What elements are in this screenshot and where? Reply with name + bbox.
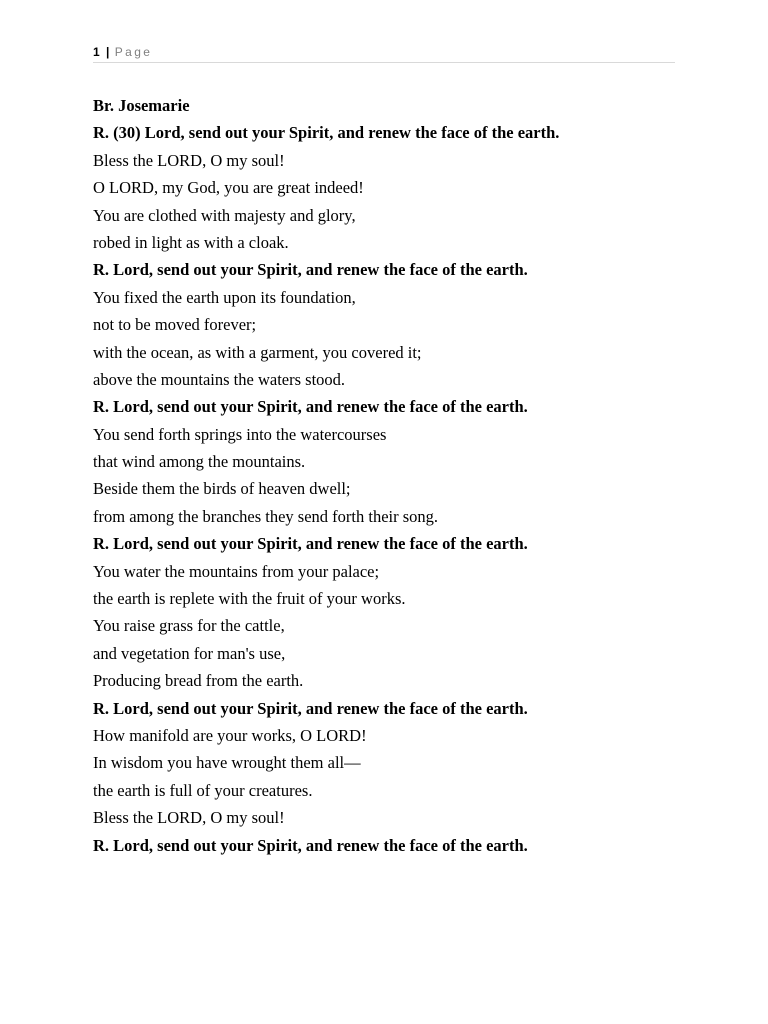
verse-line: the earth is replete with the fruit of your works. — [93, 589, 406, 609]
refrain-line: R. Lord, send out your Spirit, and renew the face of the earth. — [93, 534, 528, 554]
refrain-line: R. (30) Lord, send out your Spirit, and renew the face of the earth. — [93, 123, 560, 143]
verse-line: You raise grass for the cattle, — [93, 616, 285, 636]
verse-line: Producing bread from the earth. — [93, 671, 304, 691]
verse-line: O LORD, my God, you are great indeed! — [93, 178, 364, 198]
page-header — [93, 44, 675, 63]
verse-line: above the mountains the waters stood. — [93, 369, 346, 389]
document-body — [93, 92, 713, 859]
author-line: Br. Josemarie — [93, 96, 190, 115]
verse-line: You are clothed with majesty and glory, — [93, 205, 356, 225]
verse-line: not to be moved forever; — [93, 315, 257, 335]
refrain-line: R. Lord, send out your Spirit, and renew the face of the earth. — [93, 260, 528, 280]
page-number: 1 — [93, 45, 100, 59]
verse-line: the earth is full of your creatures. — [93, 780, 313, 800]
verse-line: Beside them the birds of heaven dwell; — [93, 479, 351, 499]
verse-line: that wind among the mountains. — [93, 452, 306, 472]
refrain-line: R. Lord, send out your Spirit, and renew the face of the earth. — [93, 698, 528, 718]
verse-line: You fixed the earth upon its foundation, — [93, 287, 356, 307]
page-label: Page — [114, 45, 153, 59]
verse-line: Bless the LORD, O my soul! — [93, 808, 285, 828]
refrain-line: R. Lord, send out your Spirit, and renew the face of the earth. — [93, 835, 528, 855]
verse-line: Bless the LORD, O my soul! — [93, 150, 285, 170]
verse-line: How manifold are your works, O LORD! — [93, 725, 367, 745]
verse-line: from among the branches they send forth their song. — [93, 506, 439, 526]
verse-line: with the ocean, as with a garment, you covered it; — [93, 342, 422, 362]
refrain-line: R. Lord, send out your Spirit, and renew the face of the earth. — [93, 397, 528, 417]
header-separator: | — [106, 45, 110, 59]
verse-line: and vegetation for man's use, — [93, 643, 286, 663]
verse-line: In wisdom you have wrought them all— — [93, 753, 361, 773]
verse-line: robed in light as with a cloak. — [93, 232, 289, 252]
verse-line: You water the mountains from your palace; — [93, 561, 380, 581]
verse-line: You send forth springs into the watercourses — [93, 424, 387, 444]
